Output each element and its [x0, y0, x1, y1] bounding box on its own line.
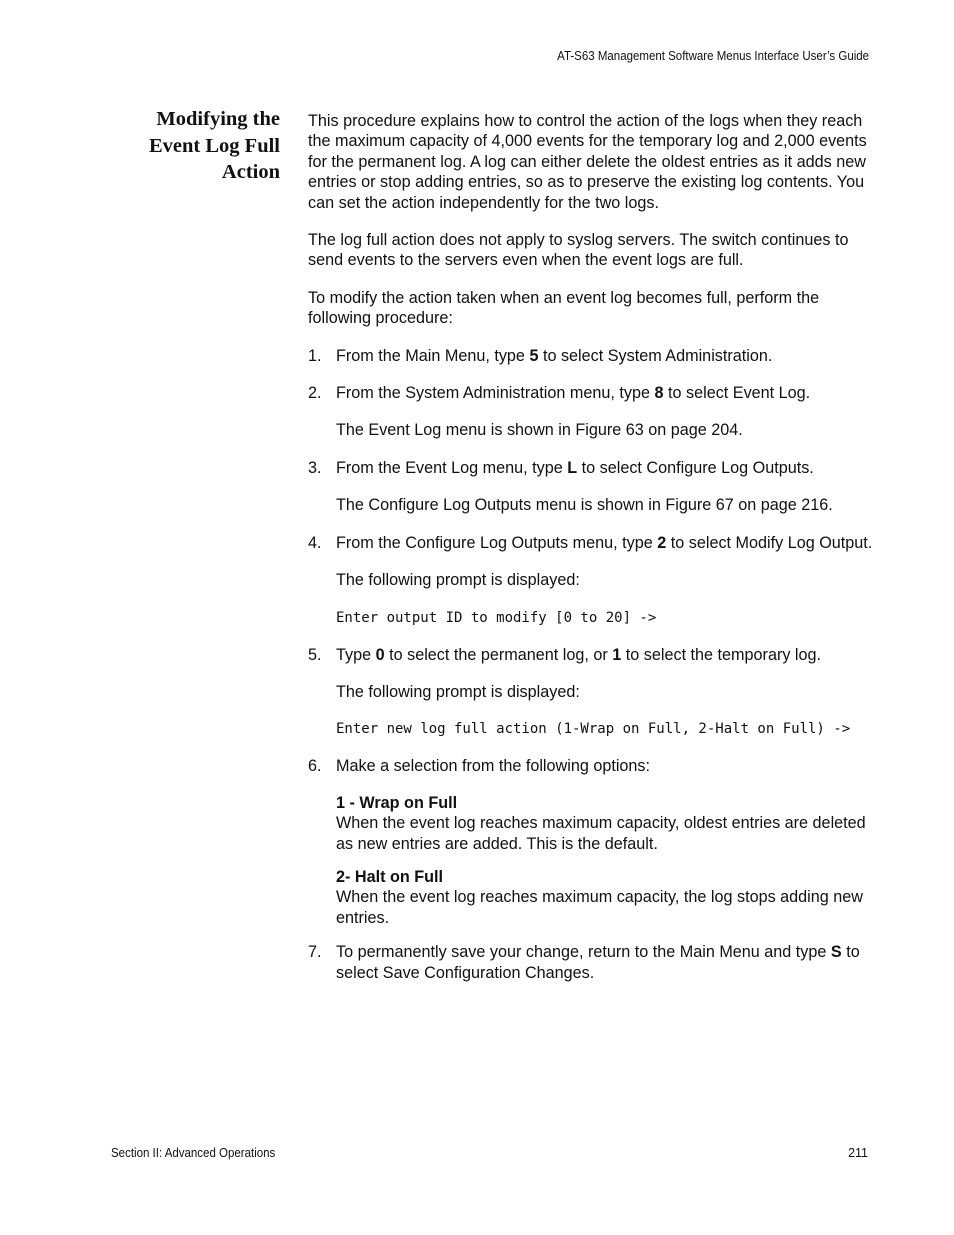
option-title: 1 - Wrap on Full: [336, 793, 458, 812]
key-label: 0: [375, 645, 385, 664]
step-4: [308, 533, 873, 553]
step-text: From the Configure Log Outputs menu, type 2 to select Modify Log Output.: [336, 533, 873, 552]
step-note: The following prompt is displayed:: [336, 682, 580, 701]
step-text: Make a selection from the following options:: [336, 757, 651, 776]
key-label: 1: [612, 645, 622, 664]
step-number: 5.: [308, 645, 322, 664]
option-description: When the event log reaches maximum capacity, oldest entries are deleted as new entries are added. This is the default.: [336, 814, 866, 853]
step-text: Type 0 to select the permanent log, or 1 to select the temporary log.: [336, 645, 822, 664]
step-5: [308, 645, 873, 665]
step-note: The Event Log menu is shown in Figure 63 on page 204.: [336, 421, 743, 440]
step-number: 4.: [308, 533, 322, 552]
step-number: 1.: [308, 346, 322, 365]
running-header: AT-S63 Management Software Menus Interface User’s Guide: [557, 49, 869, 63]
key-label: 5: [529, 346, 539, 365]
step-1: [308, 346, 873, 366]
option-title: 2- Halt on Full: [336, 867, 444, 886]
step-note: The following prompt is displayed:: [336, 571, 580, 590]
code-prompt: Enter output ID to modify [0 to 20] ->: [336, 609, 657, 626]
option-description: When the event log reaches maximum capacity, the log stops adding new entries.: [336, 888, 863, 927]
step-3: [308, 458, 873, 478]
step-text: From the System Administration menu, type 8 to select Event Log.: [336, 384, 811, 403]
key-label: 8: [654, 384, 664, 403]
intro-paragraph: This procedure explains how to control the action of the logs when they reach the maximum capacity of 4,000 events for the temporary log and 2,000 events for the permanent log. A log can either delete the oldest entries as it adds new entries or stop adding entries, so as to preserve the existing log contents. You can set the action independently for the two logs.: [308, 112, 867, 212]
option-wrap-on-full: [336, 793, 873, 854]
section-title-line: Action: [221, 161, 280, 183]
procedure-intro-paragraph: To modify the action taken when an event log becomes full, perform the following procedure:: [308, 288, 820, 328]
step-number: 3.: [308, 458, 322, 477]
section-title-line: Modifying the: [156, 108, 280, 130]
step-text: From the Event Log menu, type L to select Configure Log Outputs.: [336, 458, 814, 477]
step-note: The Configure Log Outputs menu is shown in Figure 67 on page 216.: [336, 496, 833, 515]
step-text: To permanently save your change, return to the Main Menu and type S to select Save Configuration Changes.: [336, 943, 860, 982]
section-title: [100, 106, 280, 186]
step-text: From the Main Menu, type 5 to select System Administration.: [336, 346, 773, 365]
section-title-line: Event Log Full: [149, 134, 280, 157]
code-prompt: Enter new log full action (1-Wrap on Full, 2-Halt on Full) ->: [336, 721, 851, 738]
step-7: [308, 942, 873, 983]
main-content: [308, 111, 873, 1000]
step-2: [308, 383, 873, 403]
step-number: 7.: [308, 943, 322, 962]
option-halt-on-full: [336, 867, 873, 928]
key-label: 2: [657, 533, 667, 552]
key-label: S: [830, 943, 842, 962]
footer-section: Section II: Advanced Operations: [111, 1146, 276, 1160]
syslog-note-paragraph: The log full action does not apply to syslog servers. The switch continues to send events to the servers even when the event logs are full.: [308, 231, 849, 270]
key-label: L: [567, 458, 578, 477]
step-6: [308, 756, 873, 776]
step-number: 6.: [308, 757, 322, 776]
step-number: 2.: [308, 384, 322, 403]
page-number: 211: [848, 1146, 868, 1160]
